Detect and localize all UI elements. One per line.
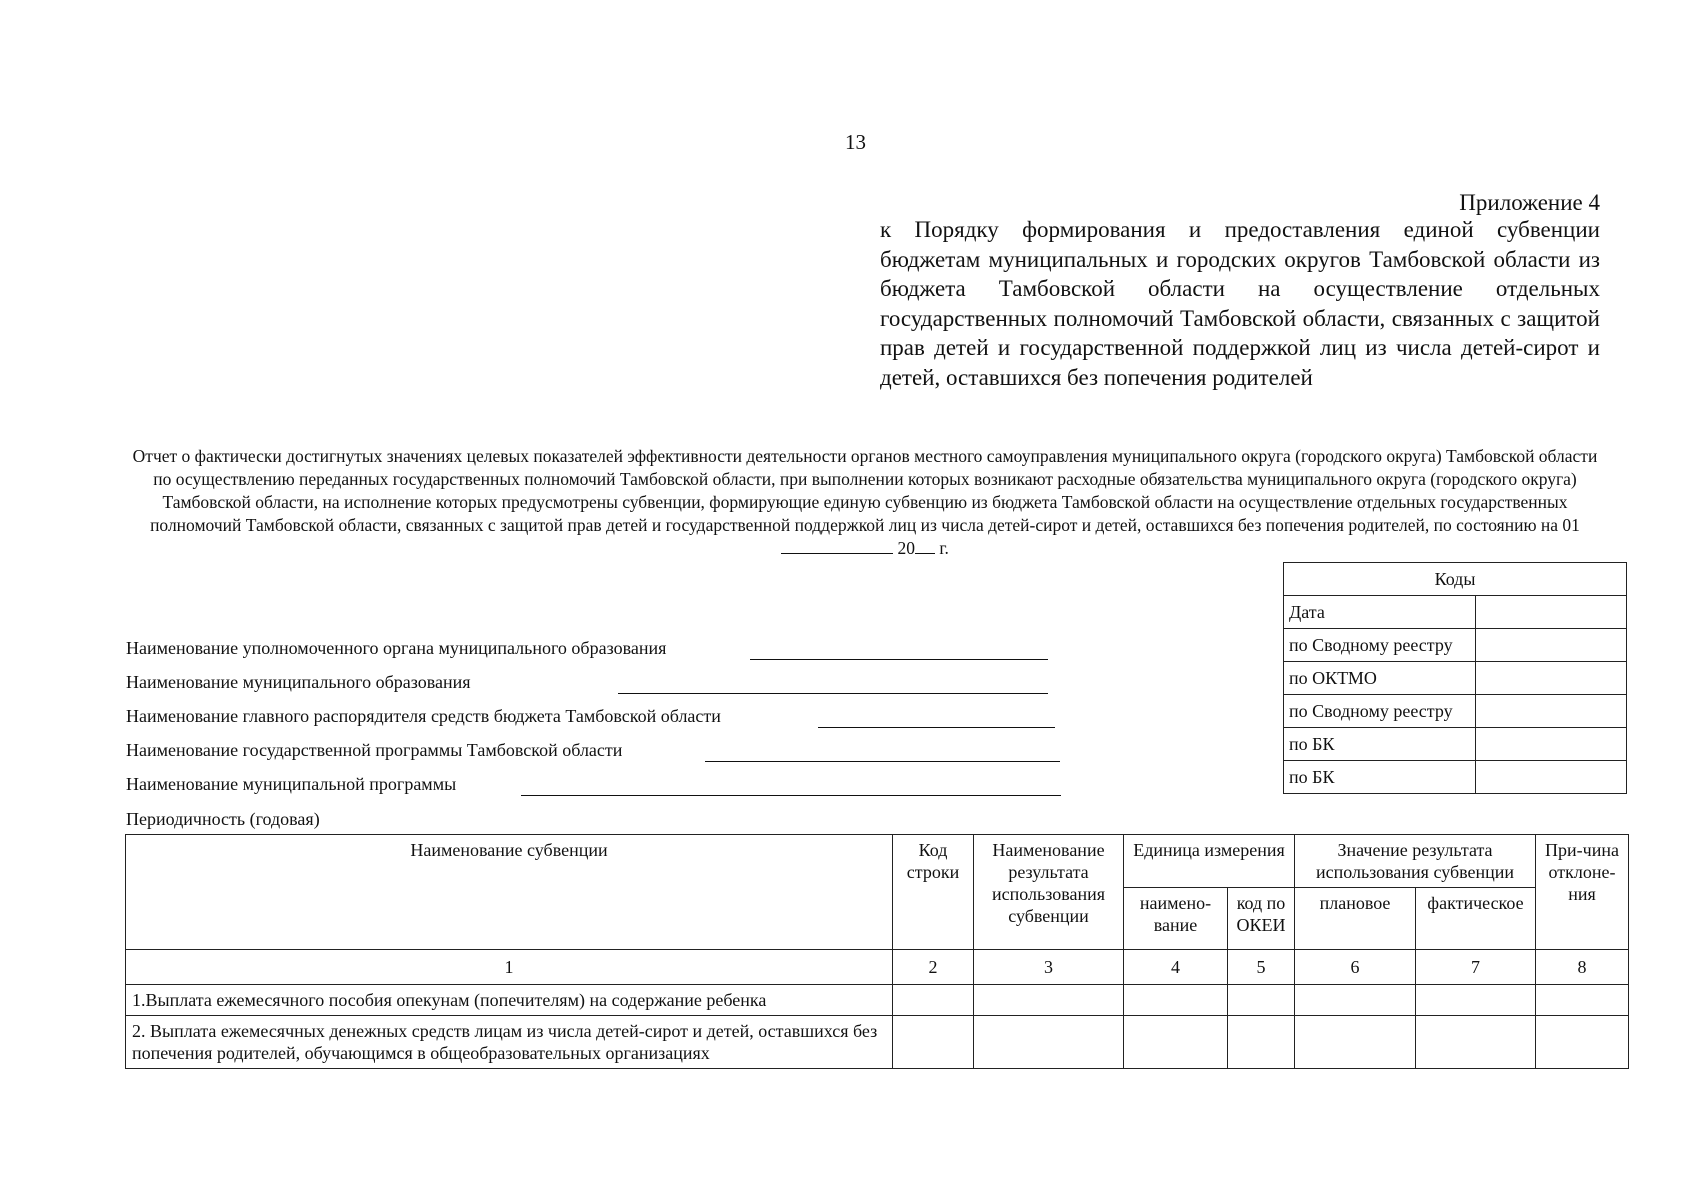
column-number: 3 [974,950,1124,985]
field-blank-line [705,761,1060,762]
codes-header: Коды [1284,563,1627,596]
date-year-blank [915,538,935,554]
subvention-name-cell: 2. Выплата ежемесячных денежных средств лицам из числа детей-сирот и детей, оставшихся без попечения родителей, обучающимся в общеобразовательных организациях [126,1016,893,1069]
codes-row-label: по БК [1284,761,1476,794]
header-unit-code: код по ОКЕИ [1228,888,1295,950]
table-cell [974,985,1124,1016]
codes-header-row [1284,563,1627,596]
header-unit: Единица измерения [1124,835,1295,888]
column-number: 8 [1536,950,1629,985]
appendix-title: Приложение 4 [1459,190,1600,215]
table-header-row [126,835,1629,888]
field-label: Наименование государственной программы Тамбовской области [126,740,623,760]
header-unit-name: наимено-вание [1124,888,1228,950]
column-number: 5 [1228,950,1295,985]
table-cell [893,985,974,1016]
codes-row-value [1476,728,1627,761]
codes-row [1284,662,1627,695]
table-cell [1536,1016,1629,1069]
column-numbers-row [126,950,1629,985]
header-planned: плановое [1295,888,1416,950]
column-number: 4 [1124,950,1228,985]
table-cell [1536,985,1629,1016]
main-table [125,834,1629,1069]
column-number: 6 [1295,950,1416,985]
table-row [126,985,1629,1016]
table-cell [974,1016,1124,1069]
table-row [126,1016,1629,1069]
table-cell [1124,985,1228,1016]
codes-row [1284,761,1627,794]
codes-row [1284,629,1627,662]
codes-row [1284,728,1627,761]
codes-row-label: по БК [1284,728,1476,761]
codes-row-label: по ОКТМО [1284,662,1476,695]
date-year-prefix: 20 [897,538,915,558]
field-blank-line [618,693,1048,694]
table-cell [893,1016,974,1069]
field-blank-line [750,659,1048,660]
field-blank-line [818,727,1055,728]
codes-row [1284,695,1627,728]
codes-row-value [1476,695,1627,728]
report-title [125,445,1605,560]
header-actual: фактическое [1416,888,1536,950]
header-row-code: Код строки [893,835,974,950]
table-cell [1295,1016,1416,1069]
subvention-name-cell: 1.Выплата ежемесячного пособия опекунам (попечителям) на содержание ребенка [126,985,893,1016]
column-number: 1 [126,950,893,985]
codes-table [1283,562,1627,794]
table-cell [1124,1016,1228,1069]
date-day-month-blank [781,538,893,554]
field-blank-line [521,795,1061,796]
appendix-text: к Порядку формирования и предоставления единой субвенции бюджетам муниципальных и городских округов Тамбовской области из бюджета Тамбовской области на осуществление отдельных государственных полномочий Тамбовской области, связанных с защитой прав детей и государственной поддержкой лиц из числа детей-сирот и детей, оставшихся без попечения родителей [880,217,1600,390]
column-number: 7 [1416,950,1536,985]
header-result-name: Наименование результата использования субвенции [974,835,1124,950]
page-number: 13 [845,130,866,154]
field-label: Наименование главного распорядителя средств бюджета Тамбовской области [126,706,721,726]
header-subvention-name: Наименование субвенции [126,835,893,950]
report-title-main: Отчет о фактически достигнутых значениях целевых показателей эффективности деятельности органов местного самоуправления муниципального округа (городского округа) Тамбовской области по осуществлению переданных государственных полномочий Тамбовской области, при выполнении которых возникают расходные обязательства муниципального округа (городского округа) Тамбовской области, на исполнение которых предусмотрены субвенции, формирующие единую субвенцию из бюджета Тамбовской области на осуществление отдельных государственных полномочий Тамбовской области, связанных с защитой прав детей и государственной поддержкой лиц из числа детей-сирот и детей, оставшихся без попечения родителей, по состоянию на 01 [132,446,1598,535]
date-suffix: г. [939,538,949,558]
table-cell [1416,1016,1536,1069]
codes-row-label: по Сводному реестру [1284,629,1476,662]
field-label: Наименование уполномоченного органа муниципального образования [126,638,667,658]
column-number: 2 [893,950,974,985]
table-cell [1416,985,1536,1016]
codes-row-value [1476,596,1627,629]
header-deviation-reason: При-чина отклоне-ния [1536,835,1629,950]
codes-row-label: Дата [1284,596,1476,629]
codes-row-label: по Сводному реестру [1284,695,1476,728]
header-result-value: Значение результата использования субвенции [1295,835,1536,888]
codes-row [1284,596,1627,629]
table-cell [1295,985,1416,1016]
codes-row-value [1476,761,1627,794]
table-cell [1228,985,1295,1016]
table-cell [1228,1016,1295,1069]
periodicity: Периодичность (годовая) [126,809,320,829]
field-label: Наименование муниципальной программы [126,774,457,794]
field-label: Наименование муниципального образования [126,672,471,692]
codes-row-value [1476,629,1627,662]
codes-row-value [1476,662,1627,695]
